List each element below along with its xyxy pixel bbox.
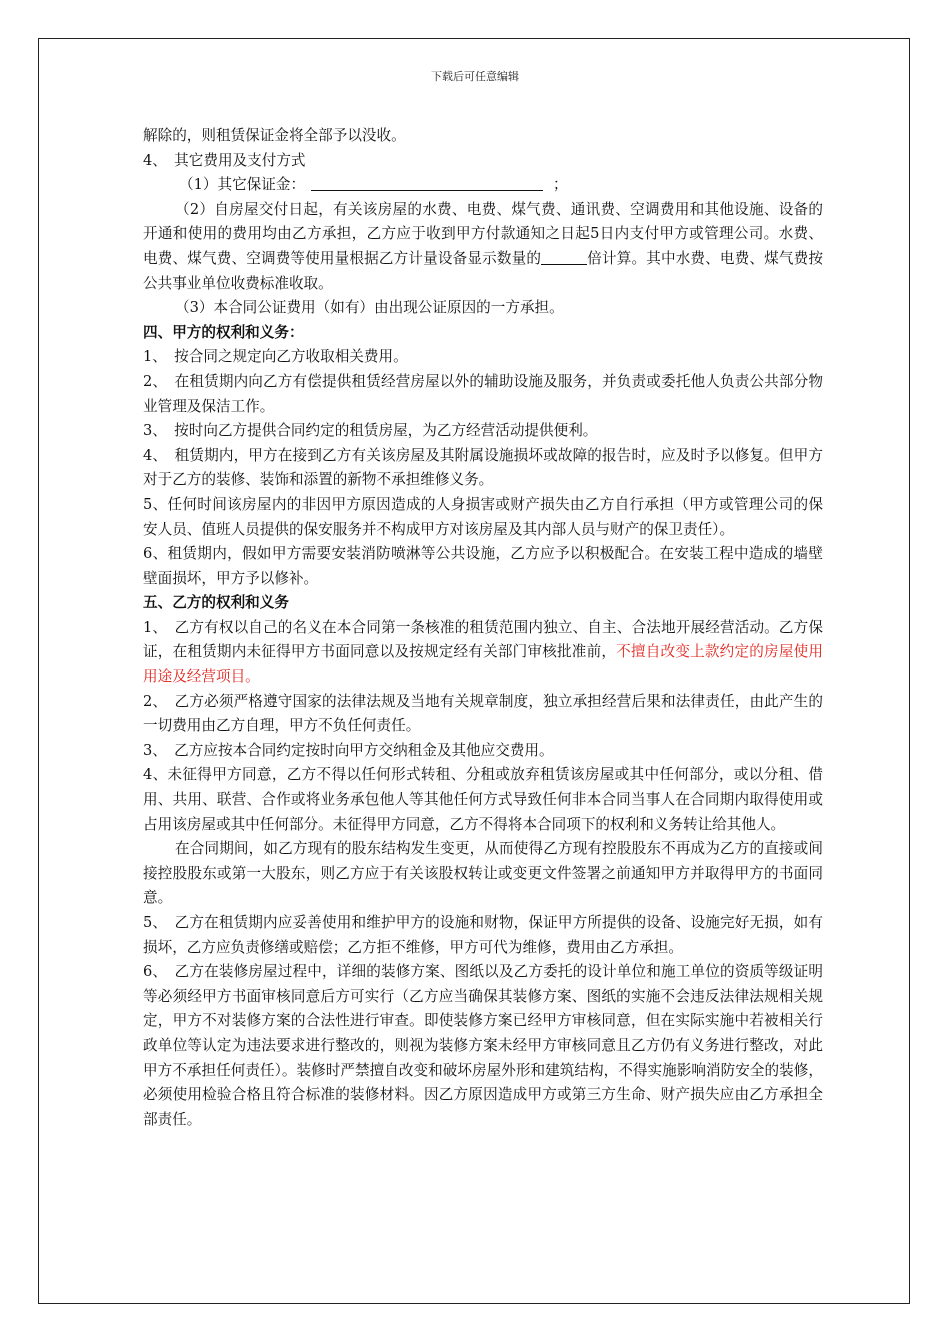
blank-line [541, 248, 587, 265]
list-item: 5、 乙方在租赁期内应妥善使用和维护甲方的设施和财物，保证甲方所提供的设备、设施完好无损，如有损坏，乙方应负责修缮或赔偿；乙方拒不维修，甲方可代为维修，费用由乙方承担。 [143, 914, 823, 956]
blank-line [311, 174, 543, 191]
list-item: 6、租赁期内，假如甲方需要安装消防喷淋等公共设施，乙方应予以积极配合。在安装工程中造成的墙壁壁面损坏，甲方予以修补。 [143, 545, 823, 587]
document-body [143, 124, 823, 1132]
list-item: 4、未征得甲方同意，乙方不得以任何形式转租、分租或放弃租赁该房屋或其中任何部分，或以分租、借用、共用、联营、合作或将业务承包他人等其他任何方式导致任何非本合同当事人在合同期内取得使用或占用该房屋或其中任何部分。未征得甲方同意，乙方不得将本合同项下的权利和义务转让给其他人。 [143, 766, 823, 833]
list-item: 2、 乙方必须严格遵守国家的法律法规及当地有关规章制度，独立承担经营后果和法律责任，由此产生的一切费用由乙方自理，甲方不负任何责任。 [143, 692, 823, 735]
paragraph: 4、 其它费用及支付方式 [143, 151, 306, 169]
section-heading-4: 四、甲方的权利和义务： [143, 323, 304, 341]
list-item: 6、 乙方在装修房屋过程中，详细的装修方案、图纸以及乙方委托的设计单位和施工单位的资质等级证明等必须经甲方书面审核同意后方可实行（乙方应当确保其装修方案、图纸的实施不会违反法律法规相关规定，甲方不对装修方案的合法性进行审查。即使装修方案已经甲方审核同意，但在实际实施中若被相关行政单位等认定为违法要求进行整改的，则视为装修方案未经甲方审核同意且乙方仍有义务进行整改，对此甲方不承担任何责任）。装修时严禁擅自改变和破坏房屋外形和建筑结构，不得实施影响消防安全的装修，必须使用检验合格且符合标准的装修材料。因乙方原因造成甲方或第三方生命、财产损失应由乙方承担全部责任。 [143, 963, 823, 1128]
list-item: 3、 乙方应按本合同约定按时向甲方交纳租金及其他应交费用。 [143, 741, 554, 759]
list-item: 1、 按合同之规定向乙方收取相关费用。 [143, 348, 408, 366]
list-item: 5、任何时间该房屋内的非因甲方原因造成的人身损害或财产损失由乙方自行承担（甲方或管理公司的保安人员、值班人员提供的保安服务并不构成甲方对该房屋及其内部人员与财产的保卫责任）。 [143, 495, 823, 538]
section-heading-5: 五、乙方的权利和义务 [143, 594, 289, 612]
list-item: 4、 租赁期内，甲方在接到乙方有关该房屋及其附属设施损坏或故障的报告时，应及时予以修复。但甲方对于乙方的装修、装饰和添置的新物不承担维修义务。 [143, 446, 823, 489]
list-item: 1、 乙方有权以自己的名义在本合同第一条核准的租赁范围内独立、自主、合法地开展经营活动。乙方保证，在租赁期内未征得甲方书面同意以及按规定经有关部门审核批准前，不擅自改变上款约定的房屋使用用途及经营项目。 [143, 618, 823, 686]
paragraph: 在合同期间，如乙方现有的股东结构发生变更，从而使得乙方现有控股股东不再成为乙方的直接或间接控股股东或第一大股东，则乙方应于有关该股权转让或变更文件签署之前通知甲方并取得甲方的书面同意。 [143, 840, 823, 907]
list-item: 3、 按时向乙方提供合同约定的租赁房屋，为乙方经营活动提供便利。 [143, 422, 598, 440]
page-header-note: 下载后可任意编辑 [431, 70, 519, 83]
paragraph: （3）本合同公证费用（如有）由出现公证原因的一方承担。 [175, 299, 564, 317]
other-deposit-line: （1）其它保证金： ； [179, 176, 568, 194]
highlighted-text: 不擅自改变上款约定的房屋使用用途及经营项目。 [143, 643, 823, 686]
paragraph: 解除的，则租赁保证金将全部予以没收。 [143, 127, 406, 144]
list-item: 2、 在租赁期内向乙方有偿提供租赁经营房屋以外的辅助设施及服务，并负责或委托他人负责公共部分物业管理及保洁工作。 [143, 372, 823, 415]
paragraph: （2）自房屋交付日起，有关该房屋的水费、电费、煤气费、通讯费、空调费用和其他设施、设备的开通和使用的费用均由乙方承担，乙方应于收到甲方付款通知之日起5日内支付甲方或管理公司。水费、电费、煤气费、空调费等使用量根据乙方计量设备显示数量的 倍计算。其中水费、电费、煤气费按公共事业单位收费标准收取。 [143, 200, 823, 292]
